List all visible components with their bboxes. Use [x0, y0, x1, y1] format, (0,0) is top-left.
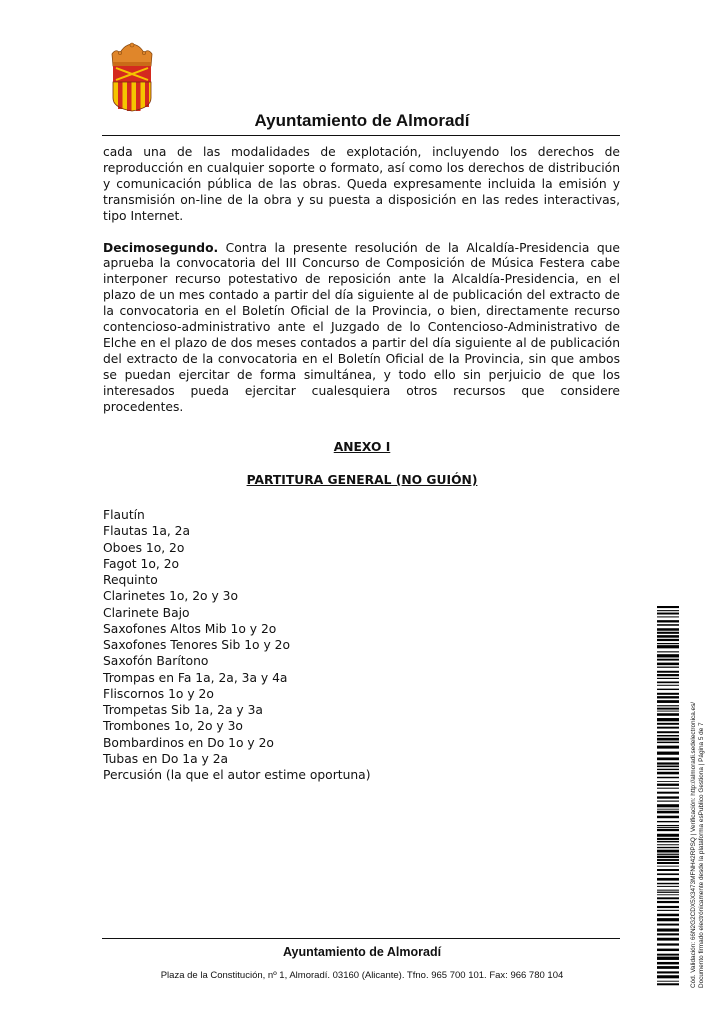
list-item: Trompetas Sib 1a, 2a y 3a [103, 703, 263, 717]
paragraph-appeal [103, 241, 620, 416]
annex-subtitle: PARTITURA GENERAL (NO GUIÓN) [246, 473, 478, 487]
barcode-image [657, 606, 679, 986]
list-item: Saxofones Altos Mib 1o y 2o [103, 621, 277, 636]
list-item: Fagot 1o, 2o [103, 556, 180, 571]
verification-code-line: Cód. Validación: 66N2G2CDX5X3473MFNH42RPSQ | Verificación: http://almoradi.sedelectronica.es/ [690, 701, 697, 988]
body-text [103, 145, 620, 416]
list-item: Oboes 1o, 2o [103, 540, 185, 555]
list-item: Saxofón Barítono [103, 654, 209, 669]
list-item: Fliscornos 1o y 2o [103, 686, 214, 701]
list-item: Requinto [103, 573, 158, 587]
header-title: Ayuntamiento de Almoradí [254, 111, 470, 130]
paragraph-rights: cada una de las modalidades de explotación, incluyendo los derechos de reproducción en cualquier soporte o formato, así como los derechos de distribución y comunicación pública de las obras. Queda expresamente incluida la emisión y transmisión on-line de la obra y su puesta a disposición en las redes interactivas, tipo Internet. [103, 145, 620, 223]
paragraph-appeal-text: Contra la presente resolución de la Alcaldía-Presidencia que aprueba la convocatoria del III Concurso de Composición de Música Festera cabe interponer recurso potestativo de reposición ante la Alcaldía-Presidencia, en el plazo de un mes contado a partir del día siguiente al de publicación del extracto de la convocatoria en el Boletín Oficial de la Provincia, o bien, directamente recurso contencioso-administrativo ante el Juzgado de lo Contencioso-Administrativo de Elche en el plazo de dos meses contados a partir del día siguiente al de publicación del extracto de la convocatoria en el Boletín Oficial de la Provincia, sin que ambos se puedan ejercitar de forma simultánea, y todo ello sin perjuicio de que los interesados pueda ejercitar cualesquiera otros recursos que considere procedentes. [103, 240, 620, 414]
coat-of-arms-logo [110, 42, 154, 112]
instrument-list [103, 507, 371, 783]
footer-title: Ayuntamiento de Almoradí [282, 945, 442, 959]
annex-title: ANEXO I [333, 440, 391, 454]
list-item: Flautas 1a, 2a [103, 524, 191, 539]
list-item: Bombardinos en Do 1o y 2o [103, 735, 274, 750]
list-item: Trompas en Fa 1a, 2a, 3a y 4a [103, 670, 288, 685]
header-divider [102, 135, 620, 136]
list-item: Percusión (la que el autor estime oportuna) [103, 768, 371, 782]
footer-divider [102, 938, 620, 939]
signature-platform-line: Documento firmado electrónicamente desde la plataforma esPublico Gestiona | Página 5 de 7 [698, 722, 705, 988]
verification-stamp [690, 658, 706, 988]
list-item: Flautín [103, 508, 145, 522]
list-item: Clarinetes 1o, 2o y 3o [103, 589, 239, 604]
list-item: Tubas en Do 1a y 2a [103, 751, 229, 766]
list-item: Saxofones Tenores Sib 1o y 2o [103, 638, 290, 652]
list-item: Clarinete Bajo [103, 605, 190, 620]
footer-address: Plaza de la Constitución, nº 1, Almoradí. 03160 (Alicante). Tfno. 965 700 101. Fax: 966 780 104 [160, 970, 564, 981]
paragraph-appeal-lead: Decimosegundo. [103, 240, 219, 255]
list-item: Trombones 1o, 2o y 3o [103, 719, 243, 734]
